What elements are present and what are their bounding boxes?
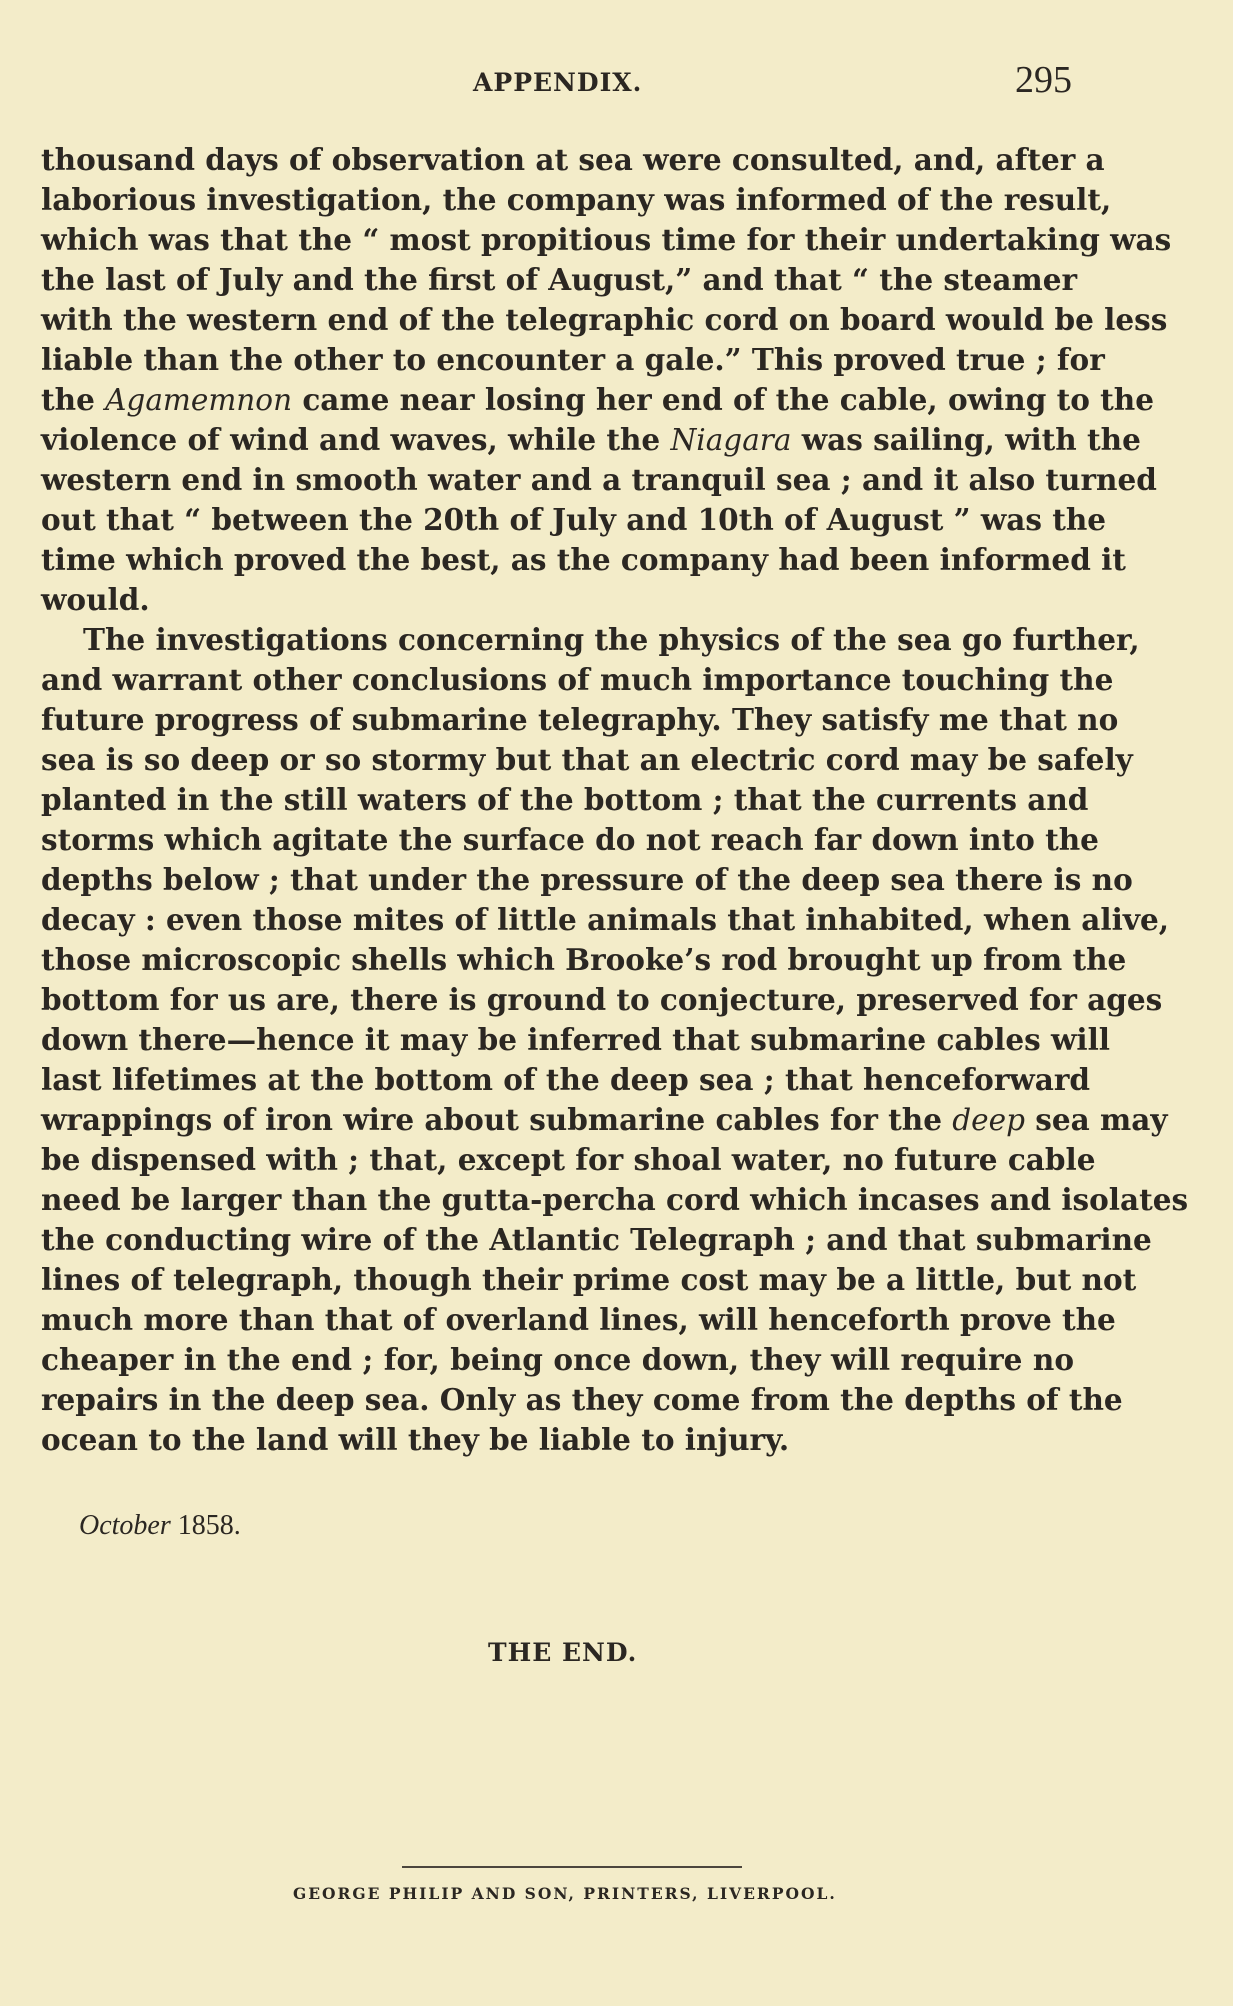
text-line: ocean to the land will they be liable to injury. [41, 1422, 790, 1457]
text-line: which was that the “ most propitious time for their undertaking was [41, 222, 1172, 257]
text-line: lines of telegraph, though their prime cost may be a little, but not [41, 1262, 1137, 1297]
body-text [41, 140, 1189, 1460]
italic-name: Agamemnon [105, 383, 293, 417]
text-line: western end in smooth water and a tranquil sea ; and it also turned [41, 462, 1157, 497]
text-line: sea is so deep or so stormy but that an electric cord may be safely [41, 742, 1133, 777]
italic-name: deep [952, 1103, 1025, 1137]
running-title: APPENDIX. [473, 68, 643, 97]
text-run: wrappings of iron wire about submarine cables for the [41, 1102, 953, 1137]
dateline [79, 1510, 241, 1542]
text-line: planted in the still waters of the bottom ; that the currents and [41, 782, 1089, 817]
printer-imprint: GEORGE PHILIP AND SON, PRINTERS, LIVERPOOL. [293, 1884, 837, 1903]
text-run: the [41, 382, 106, 417]
text-run: violence of wind and waves, while the [41, 422, 671, 457]
text-line [41, 1100, 1168, 1140]
text-line [41, 420, 1141, 460]
text-line: bottom for us are, there is ground to conjecture, preserved for ages [41, 982, 1163, 1017]
text-line: cheaper in the end ; for, being once down, they will require no [41, 1342, 1074, 1377]
text-line: with the western end of the telegraphic cord on board would be less [41, 302, 1168, 337]
the-end: THE END. [488, 1638, 638, 1667]
date-year: 1858. [177, 1510, 241, 1541]
text-line: and warrant other conclusions of much importance touching the [41, 662, 1114, 697]
text-line: liable than the other to encounter a gale.” This proved true ; for [41, 342, 1105, 377]
text-line: laborious investigation, the company was informed of the result, [41, 182, 1112, 217]
page-number: 295 [1015, 59, 1072, 101]
text-line: need be larger than the gutta-percha cord which incases and isolates [41, 1182, 1189, 1217]
text-run: came near losing her end of the cable, owing to the [292, 382, 1155, 417]
text-line: the conducting wire of the Atlantic Telegraph ; and that submarine [41, 1222, 1152, 1257]
date-month: October [79, 1510, 171, 1541]
text-line: be dispensed with ; that, except for shoal water, no future cable [41, 1142, 1096, 1177]
text-line [41, 380, 1155, 420]
running-head [0, 59, 1233, 104]
divider-rule [402, 1866, 742, 1868]
text-line: those microscopic shells which Brooke’s rod brought up from the [41, 942, 1127, 977]
text-run: sea may [1024, 1102, 1168, 1137]
text-line: decay : even those mites of little animals that inhabited, when alive, [41, 902, 1170, 937]
text-line: depths below ; that under the pressure of the deep sea there is no [41, 862, 1133, 897]
text-line: storms which agitate the surface do not reach far down into the [41, 822, 1099, 857]
text-line: The investigations concerning the physics of the sea go further, [83, 622, 1140, 657]
text-line: future progress of submarine telegraphy. They satisfy me that no [41, 702, 1119, 737]
text-line: much more than that of overland lines, will henceforth prove the [41, 1302, 1116, 1337]
text-line: repairs in the deep sea. Only as they come from the depths of the [41, 1382, 1123, 1417]
text-run: was sailing, with the [791, 422, 1141, 457]
text-line: the last of July and the first of August,” and that “ the steamer [41, 262, 1078, 297]
text-line: out that “ between the 20th of July and 10th of August ” was the [41, 502, 1107, 537]
text-line: down there—hence it may be inferred that submarine cables will [41, 1022, 1111, 1057]
text-line: last lifetimes at the bottom of the deep sea ; that henceforward [41, 1062, 1091, 1097]
text-line: would. [41, 582, 150, 617]
text-line: time which proved the best, as the company had been informed it [41, 542, 1126, 577]
italic-name: Niagara [670, 423, 792, 457]
text-line: thousand days of observation at sea were consulted, and, after a [41, 142, 1105, 177]
